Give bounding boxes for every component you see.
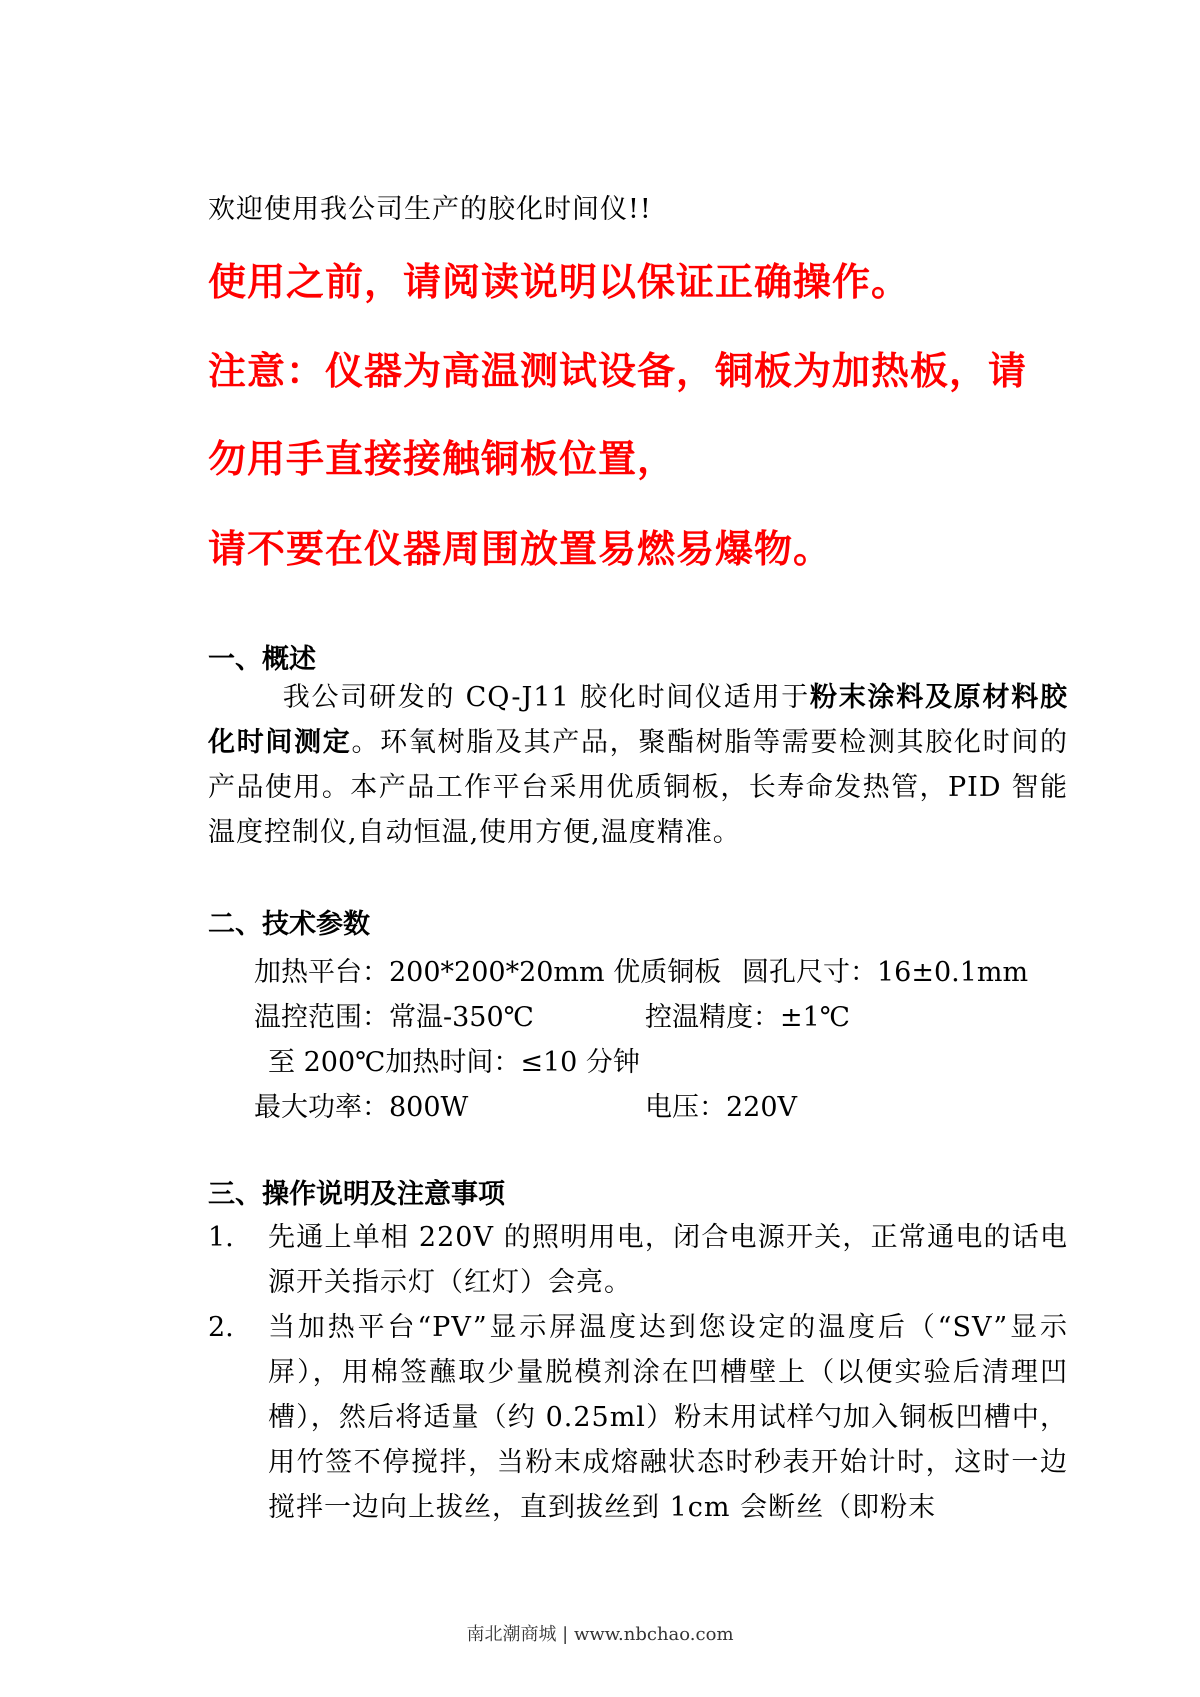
overview-bold-text: 粉末涂料及原材料胶化时间测定 <box>208 682 1068 758</box>
spec-temp-range: 温控范围：常温-350℃ <box>254 1002 534 1033</box>
section-heading-specs: 二、技术参数 <box>208 909 370 940</box>
spec-voltage: 电压：220V <box>645 1092 798 1123</box>
warning-line: 请不要在仪器周围放置易燃易爆物。 <box>208 526 833 571</box>
list-item-text: 先通上单相 220V 的照明用电，闭合电源开关，正常通电的话电源开关指示灯（红灯）会亮。 <box>268 1222 1068 1298</box>
warning-line: 使用之前，请阅读说明以保证正确操作。 <box>208 259 911 304</box>
overview-text-after: 。环氧树脂及其产品，聚酯树脂等需要检测其胶化时间的产品使用。本产品工作平台采用优质铜板，长寿命发热管，PID 智能温度控制仪,自动恒温,使用方便,温度精准。 <box>208 727 1069 848</box>
warning-line: 勿用手直接接触铜板位置， <box>208 436 677 481</box>
spec-heat-time: 至 200℃加热时间：≤10 分钟 <box>268 1047 640 1078</box>
list-item-number: 1. <box>208 1222 234 1253</box>
list-item-text: 当加热平台“PV”显示屏温度达到您设定的温度后（“SV”显示屏），用棉签蘸取少量脱模剂涂在凹槽壁上（以便实验后清理凹槽），然后将适量（约 0.25ml）粉末用试样勺加入铜板凹槽中，用竹签不停搅拌，当粉末成熔融状态时秒表开始计时，这时一边搅拌一边向上拔丝，直到拔丝到 1cm 会断丝（即粉末 <box>268 1312 1068 1523</box>
list-item <box>208 1215 1068 1305</box>
list-item-number: 2. <box>208 1312 234 1343</box>
welcome-text: 欢迎使用我公司生产的胶化时间仪!! <box>208 194 652 225</box>
spec-precision: 控温精度：±1℃ <box>645 1002 851 1033</box>
spec-power: 最大功率：800W <box>254 1092 469 1123</box>
list-item <box>208 1305 1068 1530</box>
overview-text-before: 我公司研发的 CQ-J11 胶化时间仪适用于 <box>282 682 810 713</box>
section-heading-overview: 一、概述 <box>208 644 316 675</box>
warning-line: 注意：仪器为高温测试设备，铜板为加热板，请 <box>208 348 1028 393</box>
footer-text[interactable]: 南北潮商城 | www.nbchao.com <box>466 1624 734 1645</box>
overview-paragraph <box>208 675 1068 855</box>
spec-hole: 圆孔尺寸：16±0.1mm <box>742 957 1029 988</box>
section-heading-operation: 三、操作说明及注意事项 <box>208 1179 505 1210</box>
spec-platform: 加热平台：200*200*20mm 优质铜板 <box>254 957 722 988</box>
